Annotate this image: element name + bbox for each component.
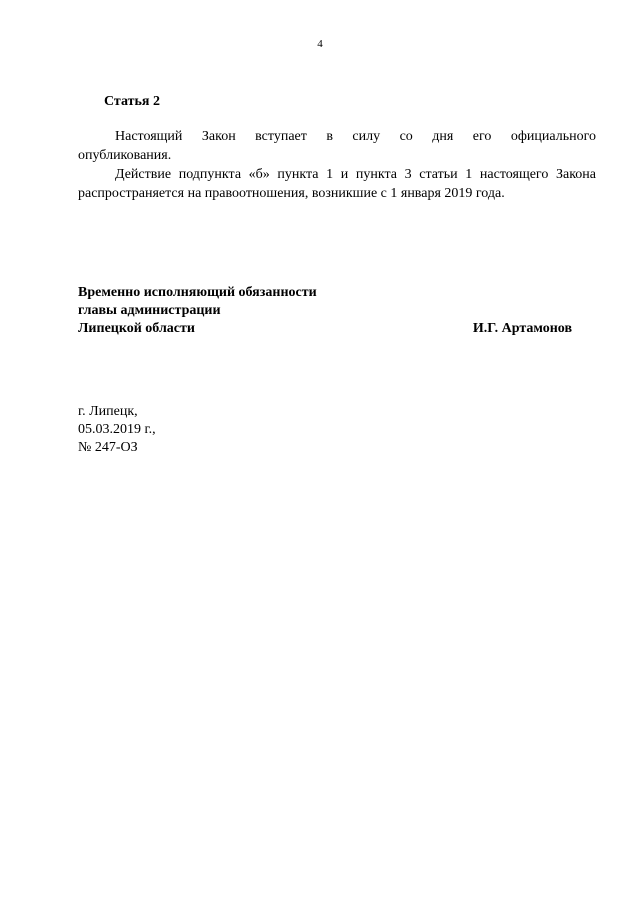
issuance-date: 05.03.2019 г., (78, 422, 156, 437)
page-number: 4 (317, 38, 323, 50)
signer-title-line-1: Временно исполняющий обязанности (78, 285, 317, 300)
signer-title-line-3: Липецкой области (78, 321, 195, 336)
issuance-place: г. Липецк, (78, 404, 138, 419)
article-paragraph-1-line-1: Настоящий Закон вступает в силу со дня его официального (115, 129, 596, 144)
article-body (78, 127, 596, 203)
article-heading: Статья 2 (104, 94, 160, 109)
signature-block (78, 284, 578, 338)
article-paragraph-1-line-2: опубликования. (78, 148, 172, 163)
signer-title-line-2: главы администрации (78, 303, 221, 318)
article-paragraph-1 (78, 127, 596, 165)
signer-name: И.Г. Артамонов (472, 321, 572, 336)
article-paragraph-2: Действие подпункта «б» пункта 1 и пункта 3 статьи 1 настоящего Закона распространяется на правоотношения, возникшие с 1 января 2019 года. (78, 167, 596, 201)
issuance-details (78, 403, 156, 457)
law-number: № 247-ОЗ (78, 440, 138, 455)
signer-row (78, 320, 572, 338)
